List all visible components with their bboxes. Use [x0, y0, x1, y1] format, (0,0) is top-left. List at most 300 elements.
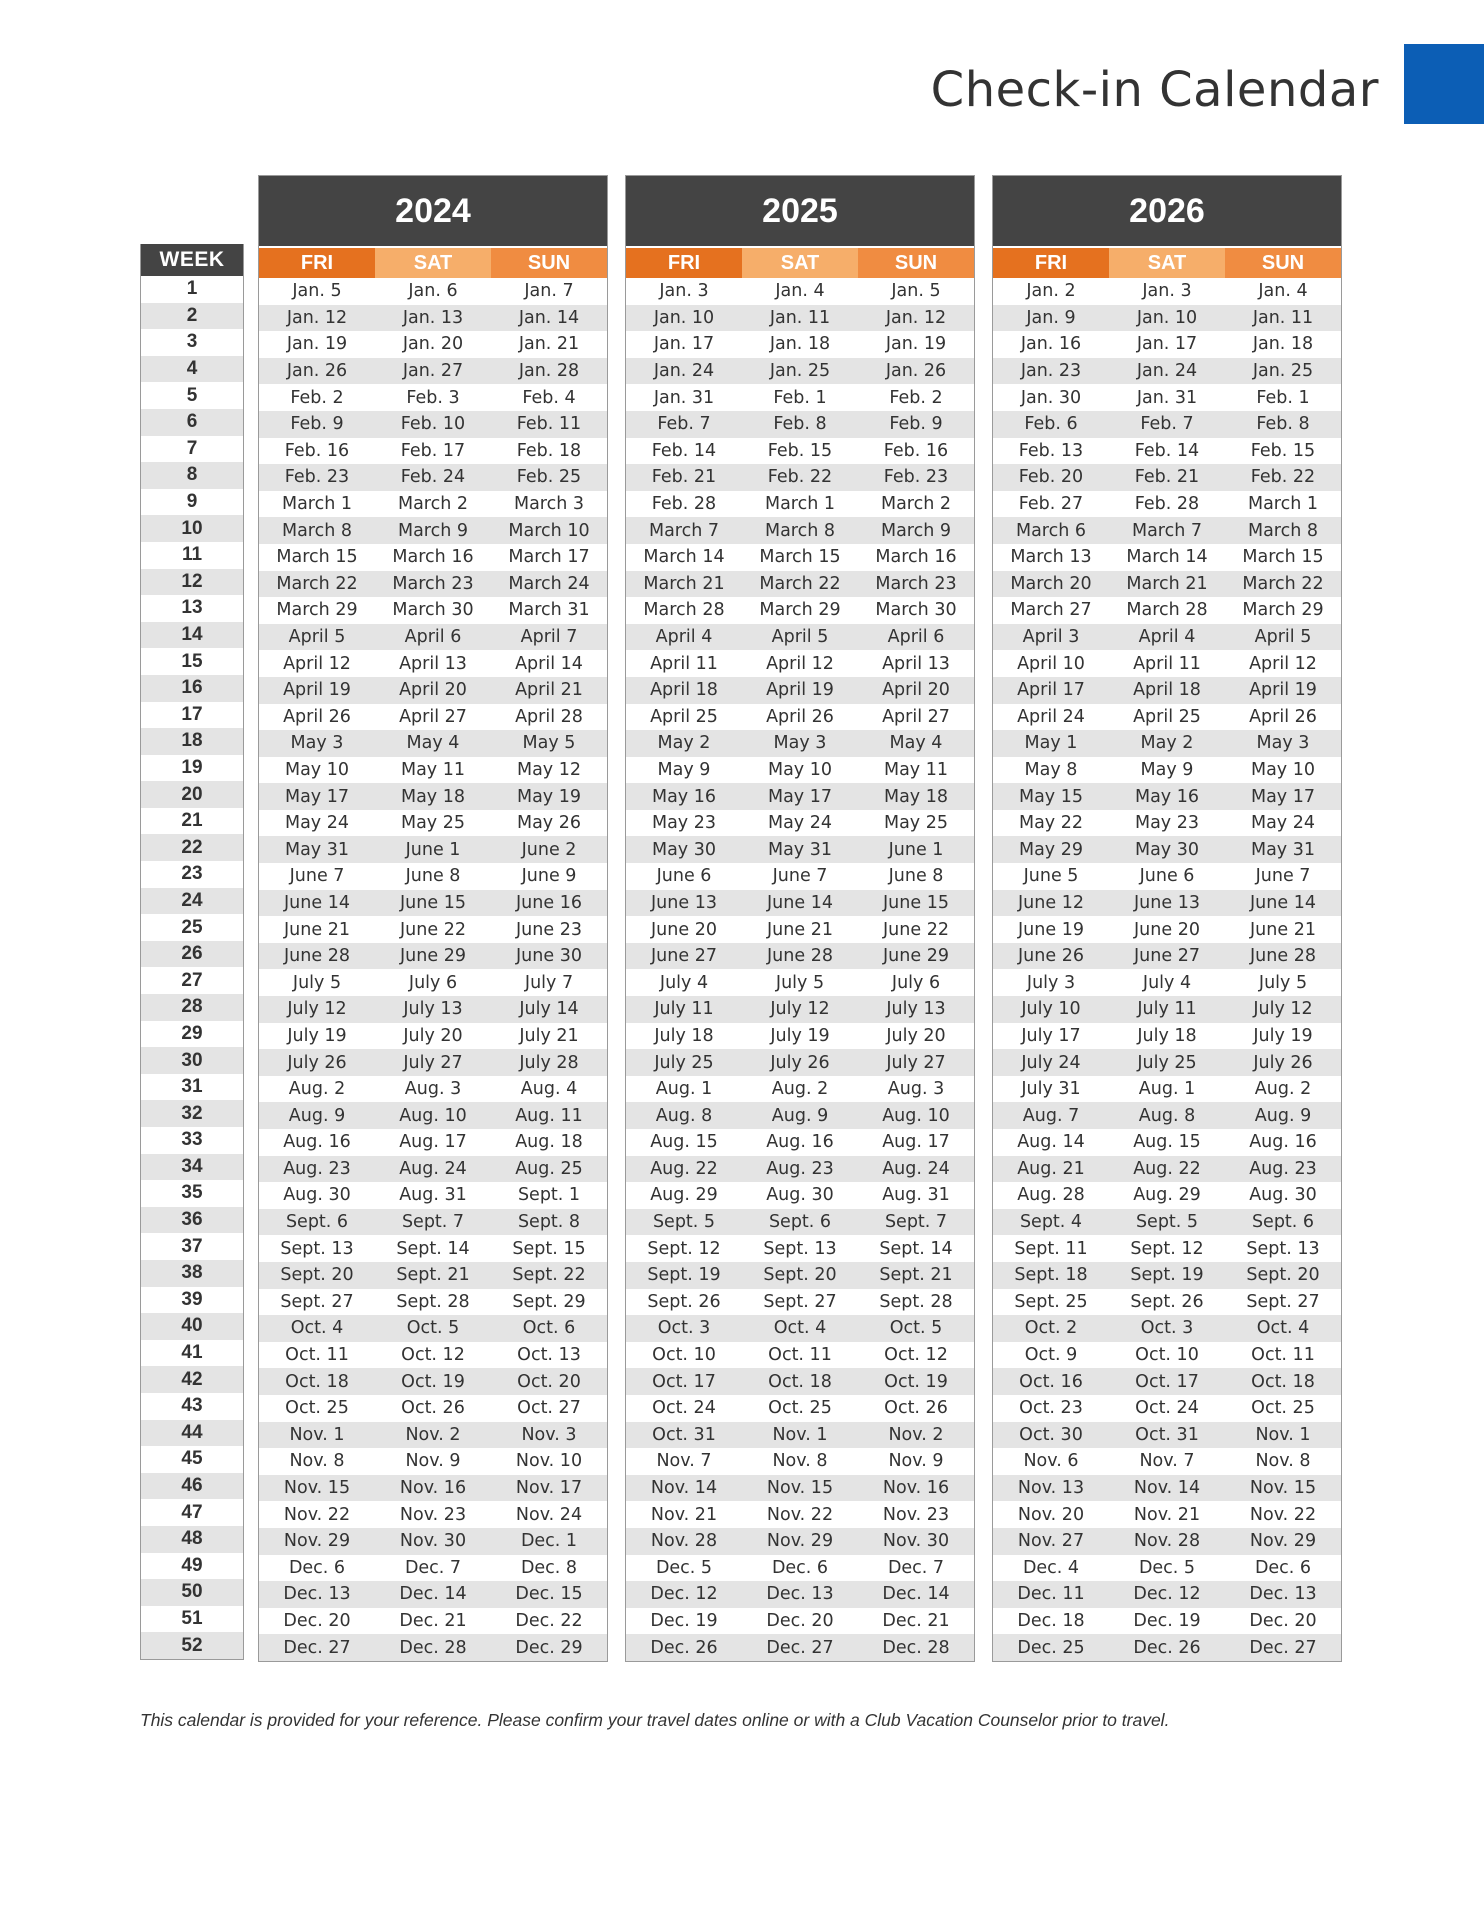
date-cell-fri: March 1 — [281, 494, 353, 515]
date-cell-sat: July 27 — [403, 1052, 463, 1073]
date-cell-sun: April 14 — [515, 653, 583, 674]
date-cell-fri: April 5 — [288, 627, 346, 648]
date-cell-sat: Oct. 17 — [1135, 1371, 1199, 1392]
date-cell-fri: Oct. 24 — [652, 1398, 716, 1419]
date-cell-sat: July 25 — [1137, 1052, 1197, 1073]
date-cell-sat: Feb. 8 — [773, 414, 827, 435]
date-cell-sun: March 15 — [1242, 547, 1324, 568]
date-cell-fri: Aug. 8 — [655, 1105, 713, 1126]
date-cell-sun: Feb. 23 — [883, 467, 949, 488]
week-number: 4 — [141, 356, 243, 383]
table-row — [259, 783, 607, 810]
date-cell-sat: Aug. 31 — [399, 1185, 467, 1206]
date-cell-sun: July 14 — [519, 999, 579, 1020]
date-cell-sun: Sept. 27 — [1246, 1291, 1320, 1312]
date-cell-sun: Jan. 11 — [1252, 307, 1314, 328]
date-cell-fri: June 13 — [651, 892, 717, 913]
date-cell-sat: May 30 — [1134, 839, 1199, 860]
week-number: 39 — [181, 1288, 203, 1310]
date-cell-fri: Oct. 23 — [1019, 1398, 1083, 1419]
week-number: 44 — [141, 1420, 243, 1447]
date-cell-fri: July 10 — [1021, 999, 1081, 1020]
table-row — [626, 1156, 974, 1183]
date-cell-fri: April 19 — [283, 680, 351, 701]
date-cell-sun: Sept. 28 — [879, 1291, 953, 1312]
date-cell-fri: Aug. 28 — [1017, 1185, 1085, 1206]
date-cell-sun: May 26 — [516, 813, 581, 834]
week-number: 25 — [181, 916, 203, 938]
table-row — [993, 1315, 1341, 1342]
date-cell-fri: April 10 — [1017, 653, 1085, 674]
date-cell-fri: Sept. 26 — [647, 1291, 721, 1312]
date-cell-sun: March 16 — [875, 547, 957, 568]
date-cell-sun: Nov. 30 — [882, 1531, 950, 1552]
date-cell-sat: Nov. 15 — [766, 1478, 834, 1499]
date-cell-sun: March 24 — [508, 573, 590, 594]
week-number: 34 — [141, 1154, 243, 1181]
date-cell-sat: July 20 — [403, 1025, 463, 1046]
date-cell-sat: Dec. 14 — [399, 1584, 467, 1605]
table-row — [259, 624, 607, 651]
table-row — [626, 890, 974, 917]
date-cell-sat: Nov. 8 — [772, 1451, 828, 1472]
year-block-2024 — [258, 175, 608, 1662]
table-row — [259, 1023, 607, 1050]
date-cell-sun: Feb. 2 — [889, 387, 943, 408]
table-row — [259, 1528, 607, 1555]
date-cell-sat: Aug. 24 — [399, 1158, 467, 1179]
day-header-sun: SUN — [858, 248, 974, 278]
week-number: 10 — [141, 515, 243, 542]
date-cell-sat: April 4 — [1138, 627, 1196, 648]
table-row — [626, 438, 974, 465]
table-row — [626, 1528, 974, 1555]
date-cell-sat: Nov. 16 — [399, 1478, 467, 1499]
week-number: 13 — [181, 597, 203, 619]
week-number: 22 — [141, 834, 243, 861]
table-row — [259, 491, 607, 518]
week-number: 35 — [181, 1182, 203, 1204]
date-cell-fri: April 26 — [283, 706, 351, 727]
date-cell-sat: Sept. 19 — [1130, 1265, 1204, 1286]
table-row — [993, 1076, 1341, 1103]
table-row — [993, 305, 1341, 332]
date-cell-fri: July 11 — [654, 999, 714, 1020]
date-cell-sat: Oct. 4 — [773, 1318, 827, 1339]
week-number: 17 — [181, 703, 203, 725]
date-cell-sun: July 6 — [891, 972, 941, 993]
week-number: 14 — [141, 622, 243, 649]
table-row — [259, 464, 607, 491]
date-cell-sat: Feb. 1 — [773, 387, 827, 408]
date-cell-sat: Oct. 31 — [1135, 1424, 1199, 1445]
table-row — [259, 1235, 607, 1262]
date-cell-fri: May 17 — [284, 786, 349, 807]
date-cell-sun: Nov. 15 — [1249, 1478, 1317, 1499]
date-cell-sun: Aug. 2 — [1254, 1079, 1312, 1100]
table-row — [259, 863, 607, 890]
date-cell-sun: Aug. 31 — [882, 1185, 950, 1206]
date-cell-sat: June 28 — [767, 946, 833, 967]
date-cell-fri: Aug. 15 — [650, 1132, 718, 1153]
date-cell-sat: May 24 — [767, 813, 832, 834]
week-number: 40 — [141, 1313, 243, 1340]
date-cell-sat: Nov. 2 — [405, 1424, 461, 1445]
table-row — [259, 597, 607, 624]
date-cell-sun: April 6 — [887, 627, 945, 648]
date-cell-sat: April 11 — [1133, 653, 1201, 674]
table-row — [259, 730, 607, 757]
week-number: 27 — [181, 969, 203, 991]
date-cell-sat: Aug. 30 — [766, 1185, 834, 1206]
date-cell-fri: Oct. 11 — [285, 1345, 349, 1366]
table-row — [993, 996, 1341, 1023]
table-row — [626, 1501, 974, 1528]
date-cell-fri: Jan. 9 — [1026, 307, 1076, 328]
week-number: 37 — [181, 1235, 203, 1257]
table-row — [993, 464, 1341, 491]
date-cell-sat: July 18 — [1137, 1025, 1197, 1046]
day-header-sat: SAT — [742, 248, 858, 278]
date-cell-fri: March 20 — [1010, 573, 1092, 594]
date-cell-sun: July 13 — [886, 999, 946, 1020]
date-cell-sun: March 17 — [508, 547, 590, 568]
table-row — [259, 1209, 607, 1236]
date-cell-sat: March 29 — [759, 600, 841, 621]
date-cell-sun: June 9 — [521, 866, 577, 887]
date-cell-sun: Feb. 16 — [883, 440, 949, 461]
table-row — [626, 1129, 974, 1156]
table-row — [993, 517, 1341, 544]
table-row — [626, 1182, 974, 1209]
date-cell-sun: Nov. 16 — [882, 1478, 950, 1499]
date-cell-sat: Sept. 12 — [1130, 1238, 1204, 1259]
date-cell-sat: April 13 — [399, 653, 467, 674]
date-cell-sun: Aug. 10 — [882, 1105, 950, 1126]
date-cell-fri: June 26 — [1018, 946, 1084, 967]
table-row — [993, 810, 1341, 837]
table-row — [259, 331, 607, 358]
date-cell-fri: Aug. 23 — [283, 1158, 351, 1179]
date-cell-fri: June 12 — [1018, 892, 1084, 913]
date-cell-fri: Dec. 12 — [650, 1584, 718, 1605]
table-row — [259, 411, 607, 438]
week-number: 12 — [141, 569, 243, 596]
date-rows — [626, 278, 974, 1661]
date-cell-sun: Dec. 21 — [882, 1610, 950, 1631]
date-cell-sat: Feb. 22 — [767, 467, 833, 488]
date-cell-sat: Oct. 26 — [401, 1398, 465, 1419]
date-cell-sat: July 26 — [770, 1052, 830, 1073]
date-cell-fri: June 6 — [656, 866, 712, 887]
week-number: 24 — [141, 888, 243, 915]
date-cell-sat: Jan. 3 — [1142, 281, 1192, 302]
table-row — [993, 1555, 1341, 1582]
date-cell-fri: Aug. 7 — [1022, 1105, 1080, 1126]
date-cell-sun: April 13 — [882, 653, 950, 674]
table-row — [626, 1368, 974, 1395]
date-cell-fri: Sept. 19 — [647, 1265, 721, 1286]
table-row — [259, 1608, 607, 1635]
table-row — [993, 1156, 1341, 1183]
table-row — [993, 438, 1341, 465]
date-cell-sat: Aug. 2 — [771, 1079, 829, 1100]
date-cell-sun: Oct. 13 — [517, 1345, 581, 1366]
date-cell-sun: Sept. 21 — [879, 1265, 953, 1286]
date-cell-sun: Nov. 29 — [1249, 1531, 1317, 1552]
date-cell-sun: Oct. 12 — [884, 1345, 948, 1366]
date-cell-fri: Nov. 29 — [283, 1531, 351, 1552]
table-row — [259, 1475, 607, 1502]
date-cell-sat: Feb. 24 — [400, 467, 466, 488]
date-cell-sun: Nov. 1 — [1255, 1424, 1311, 1445]
date-cell-sun: July 7 — [524, 972, 574, 993]
date-cell-fri: May 1 — [1024, 733, 1078, 754]
date-cell-sun: Oct. 26 — [884, 1398, 948, 1419]
table-row — [993, 1528, 1341, 1555]
table-row — [993, 1209, 1341, 1236]
date-cell-sat: Sept. 26 — [1130, 1291, 1204, 1312]
date-cell-fri: Nov. 6 — [1023, 1451, 1079, 1472]
date-cell-fri: July 25 — [654, 1052, 714, 1073]
page-title: Check-in Calendar — [930, 62, 1379, 118]
date-cell-sat: Aug. 15 — [1133, 1132, 1201, 1153]
table-row — [993, 384, 1341, 411]
date-cell-fri: April 18 — [650, 680, 718, 701]
date-cell-sun: Jan. 12 — [885, 307, 947, 328]
table-row — [626, 1023, 974, 1050]
date-cell-fri: June 7 — [289, 866, 345, 887]
week-number: 3 — [186, 331, 198, 353]
date-cell-sat: Aug. 17 — [399, 1132, 467, 1153]
date-cell-sun: June 30 — [516, 946, 582, 967]
table-row — [993, 890, 1341, 917]
date-cell-sun: April 19 — [1249, 680, 1317, 701]
date-cell-sat: July 12 — [770, 999, 830, 1020]
date-cell-sat: Oct. 3 — [1140, 1318, 1194, 1339]
table-row — [259, 810, 607, 837]
date-cell-sat: Nov. 22 — [766, 1504, 834, 1525]
date-cell-sun: Aug. 24 — [882, 1158, 950, 1179]
date-cell-fri: May 23 — [651, 813, 716, 834]
table-row — [626, 1634, 974, 1661]
date-cell-sun: Feb. 18 — [516, 440, 582, 461]
date-cell-sun: Jan. 5 — [891, 281, 941, 302]
date-cell-fri: June 19 — [1018, 919, 1084, 940]
date-cell-fri: March 8 — [281, 520, 353, 541]
week-number: 42 — [141, 1366, 243, 1393]
date-cell-sun: March 23 — [875, 573, 957, 594]
date-cell-sun: Jan. 28 — [518, 361, 580, 382]
date-cell-sun: Aug. 11 — [515, 1105, 583, 1126]
date-cell-sat: Dec. 26 — [1133, 1637, 1201, 1658]
date-cell-fri: Aug. 29 — [650, 1185, 718, 1206]
date-cell-sun: March 31 — [508, 600, 590, 621]
table-row — [993, 1448, 1341, 1475]
date-cell-sun: March 30 — [875, 600, 957, 621]
date-cell-sun: May 31 — [1250, 839, 1315, 860]
date-cell-fri: March 14 — [643, 547, 725, 568]
table-row — [626, 1289, 974, 1316]
table-row — [626, 783, 974, 810]
date-cell-fri: May 9 — [657, 759, 711, 780]
date-cell-fri: May 10 — [284, 759, 349, 780]
date-cell-fri: March 7 — [648, 520, 720, 541]
table-row — [626, 943, 974, 970]
date-cell-fri: Nov. 13 — [1017, 1478, 1085, 1499]
date-cell-sat: April 5 — [771, 627, 829, 648]
date-cell-sun: Oct. 20 — [517, 1371, 581, 1392]
table-row — [259, 1076, 607, 1103]
date-cell-fri: July 18 — [654, 1025, 714, 1046]
date-cell-sun: Jan. 18 — [1252, 334, 1314, 355]
table-row — [259, 1395, 607, 1422]
date-cell-fri: Aug. 2 — [288, 1079, 346, 1100]
date-cell-fri: Dec. 26 — [650, 1637, 718, 1658]
table-row — [993, 1501, 1341, 1528]
date-cell-sat: Dec. 12 — [1133, 1584, 1201, 1605]
date-cell-sat: May 11 — [400, 759, 465, 780]
date-cell-sat: June 14 — [767, 892, 833, 913]
date-cell-sat: June 21 — [767, 919, 833, 940]
date-cell-fri: May 16 — [651, 786, 716, 807]
date-cell-sat: Jan. 24 — [1136, 361, 1198, 382]
table-row — [993, 1129, 1341, 1156]
date-cell-fri: Nov. 21 — [650, 1504, 718, 1525]
date-cell-sat: April 6 — [404, 627, 462, 648]
date-cell-sat: Dec. 5 — [1138, 1557, 1196, 1578]
table-row — [626, 571, 974, 598]
date-cell-sat: April 19 — [766, 680, 834, 701]
date-cell-sun: April 5 — [1254, 627, 1312, 648]
week-number: 51 — [181, 1607, 203, 1629]
table-row — [993, 1475, 1341, 1502]
date-cell-sat: Feb. 28 — [1134, 494, 1200, 515]
table-row — [626, 624, 974, 651]
date-cell-sun: May 3 — [1256, 733, 1310, 754]
date-cell-sat: March 9 — [397, 520, 469, 541]
date-cell-sat: July 11 — [1137, 999, 1197, 1020]
date-cell-sun: Dec. 1 — [520, 1531, 578, 1552]
date-cell-sat: March 8 — [764, 520, 836, 541]
date-cell-sat: Aug. 29 — [1133, 1185, 1201, 1206]
date-cell-sat: Dec. 20 — [766, 1610, 834, 1631]
day-header-fri: FRI — [993, 248, 1109, 278]
date-cell-sat: May 31 — [767, 839, 832, 860]
date-cell-sat: Jan. 18 — [769, 334, 831, 355]
week-number: 45 — [181, 1448, 203, 1470]
date-cell-sun: June 28 — [1250, 946, 1316, 967]
date-cell-sun: May 17 — [1250, 786, 1315, 807]
date-cell-sun: May 4 — [889, 733, 943, 754]
date-cell-sun: Aug. 3 — [887, 1079, 945, 1100]
date-cell-sun: Sept. 29 — [512, 1291, 586, 1312]
date-cell-sat: March 22 — [759, 573, 841, 594]
date-cell-fri: April 24 — [1017, 706, 1085, 727]
year-header: 2024 — [259, 176, 607, 246]
date-cell-fri: Dec. 11 — [1017, 1584, 1085, 1605]
date-cell-sat: March 2 — [397, 494, 469, 515]
date-cell-fri: Nov. 14 — [650, 1478, 718, 1499]
week-number: 28 — [141, 994, 243, 1021]
table-row — [626, 305, 974, 332]
date-cell-sat: Aug. 9 — [771, 1105, 829, 1126]
table-row — [993, 491, 1341, 518]
table-row — [993, 597, 1341, 624]
date-cell-sun: May 19 — [516, 786, 581, 807]
date-cell-sun: Feb. 1 — [1256, 387, 1310, 408]
date-cell-fri: March 29 — [276, 600, 358, 621]
date-cell-sat: Nov. 29 — [766, 1531, 834, 1552]
date-cell-fri: Feb. 6 — [1024, 414, 1078, 435]
table-row — [993, 757, 1341, 784]
date-cell-sun: Dec. 28 — [882, 1637, 950, 1658]
date-cell-sun: Oct. 27 — [517, 1398, 581, 1419]
date-cell-fri: June 21 — [284, 919, 350, 940]
week-number: 50 — [141, 1579, 243, 1606]
date-cell-sat: June 22 — [400, 919, 466, 940]
date-cell-sat: May 17 — [767, 786, 832, 807]
table-row — [259, 677, 607, 704]
table-row — [259, 650, 607, 677]
date-cell-sat: Oct. 5 — [406, 1318, 460, 1339]
table-row — [259, 1634, 607, 1661]
date-cell-sat: Nov. 23 — [399, 1504, 467, 1525]
date-cell-sun: July 5 — [1258, 972, 1308, 993]
date-cell-fri: June 27 — [651, 946, 717, 967]
date-cell-sat: May 9 — [1140, 759, 1194, 780]
date-cell-sat: Aug. 22 — [1133, 1158, 1201, 1179]
date-cell-fri: July 3 — [1026, 972, 1076, 993]
date-cell-sun: May 24 — [1250, 813, 1315, 834]
week-number: 16 — [141, 675, 243, 702]
date-cell-fri: April 12 — [283, 653, 351, 674]
week-number: 15 — [181, 650, 203, 672]
date-cell-sun: Aug. 23 — [1249, 1158, 1317, 1179]
table-row — [993, 916, 1341, 943]
table-row — [626, 464, 974, 491]
date-cell-sun: March 1 — [1247, 494, 1319, 515]
date-cell-sun: June 7 — [1255, 866, 1311, 887]
date-cell-sat: Dec. 19 — [1133, 1610, 1201, 1631]
date-cell-fri: Dec. 18 — [1017, 1610, 1085, 1631]
date-cell-fri: Oct. 9 — [1024, 1345, 1078, 1366]
date-cell-sun: Dec. 29 — [515, 1637, 583, 1658]
date-cell-fri: Feb. 9 — [290, 414, 344, 435]
date-cell-fri: Oct. 25 — [285, 1398, 349, 1419]
date-cell-fri: Sept. 5 — [652, 1212, 716, 1233]
date-cell-sat: Nov. 21 — [1133, 1504, 1201, 1525]
date-cell-sun: July 19 — [1253, 1025, 1313, 1046]
date-cell-fri: Aug. 9 — [288, 1105, 346, 1126]
table-row — [626, 996, 974, 1023]
date-cell-fri: Sept. 11 — [1014, 1238, 1088, 1259]
date-cell-sun: Feb. 15 — [1250, 440, 1316, 461]
date-cell-sat: March 1 — [764, 494, 836, 515]
date-cell-sat: Nov. 30 — [399, 1531, 467, 1552]
date-cell-fri: May 29 — [1018, 839, 1083, 860]
date-cell-fri: Sept. 12 — [647, 1238, 721, 1259]
date-cell-sun: Sept. 22 — [512, 1265, 586, 1286]
date-cell-sun: Nov. 24 — [515, 1504, 583, 1525]
date-cell-sun: Nov. 9 — [888, 1451, 944, 1472]
date-cell-fri: Feb. 16 — [284, 440, 350, 461]
date-cell-sun: June 1 — [888, 839, 944, 860]
date-cell-fri: Jan. 17 — [653, 334, 715, 355]
date-cell-sat: March 15 — [759, 547, 841, 568]
table-row — [626, 278, 974, 305]
date-cell-fri: May 24 — [284, 813, 349, 834]
